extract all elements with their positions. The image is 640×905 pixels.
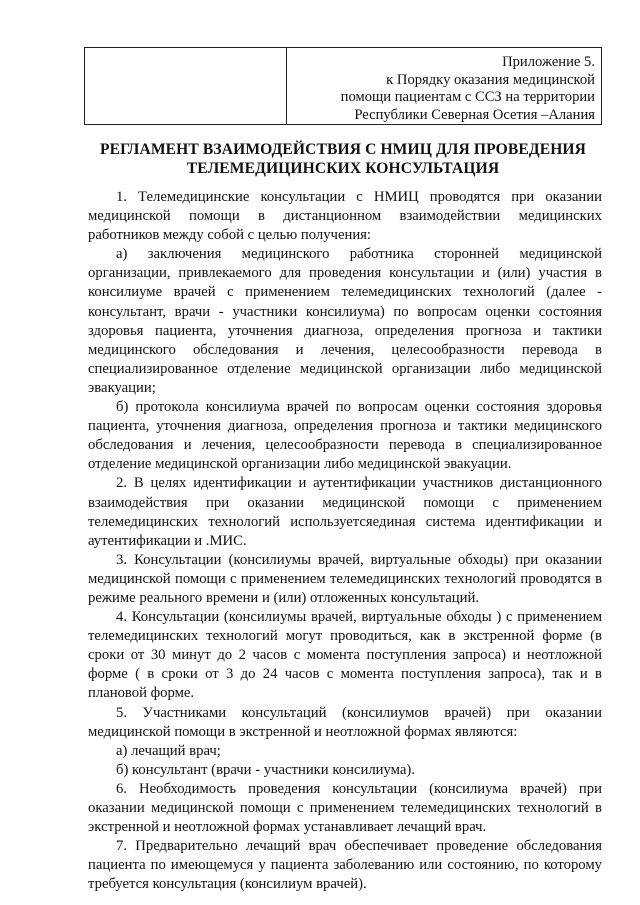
appendix-number: Приложение 5. bbox=[502, 54, 595, 70]
paragraph-5b: б) консультант (врачи - участники консилиума). bbox=[116, 761, 415, 778]
paragraph-5: 5. Участниками консультаций (консилиумов врачей) при оказании медицинской помощи в экстренной и неотложной формах являются: bbox=[88, 704, 602, 740]
paragraph-4: 4. Консультации (консилиумы врачей, виртуальные обходы ) с применением телемедицинских технологий могут проводиться, как в экстренной форме (в сроки от 30 минут до 2 часов с момента поступления запроса) и неотложной форме ( в сроки от 3 до 24 часов с момента поступления запроса), так и в плановой форме. bbox=[88, 609, 602, 702]
paragraph-1a: а) заключения медицинского работника сторонней медицинской организации, привлекаемого для проведения консультации и (или) участия в консилиуме врачей с применением телемедицинских технологий (далее - консультант, врачи - участники консилиума) по вопросам оценки состояния здоровья пациента, уточнения диагноза, определения прогноза и тактики медицинского обследования и лечения, целесообразности перевода в специализированное отделение медицинской организации либо медицинской эвакуации; bbox=[88, 246, 602, 396]
paragraph-7: 7. Предварительно лечащий врач обеспечивает проведение обследования пациента по имеющемуся у пациента заболеванию или состоянию, по которому требуется консультация (консилиум врачей). bbox=[88, 838, 602, 893]
paragraph-2: 2. В целях идентификации и аутентификации участников дистанционного взаимодействия при оказании медицинской помощи с применением телемедицинских технологий используетсяединая система идентификации и аутентификации и .МИС. bbox=[88, 475, 602, 549]
title-line: РЕГЛАМЕНТ ВЗАИМОДЕЙСТВИЯ С НМИЦ ДЛЯ ПРОВЕДЕНИЯ bbox=[99, 141, 587, 158]
appendix-reference-line: к Порядку оказания медицинской bbox=[386, 71, 595, 88]
title-line: ТЕЛЕМЕДИЦИНСКИХ КОНСУЛЬТАЦИЯ bbox=[186, 159, 500, 177]
appendix-reference-line: Республики Северная Осетия –Алания bbox=[354, 106, 595, 123]
document-title bbox=[84, 141, 602, 178]
appendix-reference-cell bbox=[287, 48, 601, 124]
paragraph-6: 6. Необходимость проведения консультации (консилиума врачей) при оказании медицинской помощи с применением телемедицинских технологий в экстренной и неотложной формах устанавливает лечащий врач. bbox=[88, 780, 602, 836]
appendix-reference-line: помощи пациентам с ССЗ на территории bbox=[340, 89, 595, 105]
paragraph-5a: а) лечащий врач; bbox=[116, 742, 221, 759]
appendix-header-table bbox=[84, 47, 602, 125]
paragraph-1: 1. Телемедицинские консультации с НМИЦ проводятся при оказании медицинской помощи в дистанционном взаимодействии медицинских работников между собой с целью получения: bbox=[88, 189, 602, 244]
document-body bbox=[88, 188, 602, 894]
paragraph-1b: б) протокола консилиума врачей по вопросам оценки состояния здоровья пациента, уточнения диагноза, определения прогноза и тактики медицинского обследования и лечения, целесообразности перевода в специализированное отделение медицинской организации либо медицинской эвакуации. bbox=[88, 399, 602, 473]
paragraph-3: 3. Консультации (консилиумы врачей, виртуальные обходы) при оказании медицинской помощи с применением телемедицинских технологий проводятся в режиме реального времени и (или) отложенных консультаций. bbox=[88, 551, 602, 606]
header-empty-cell bbox=[85, 48, 287, 124]
